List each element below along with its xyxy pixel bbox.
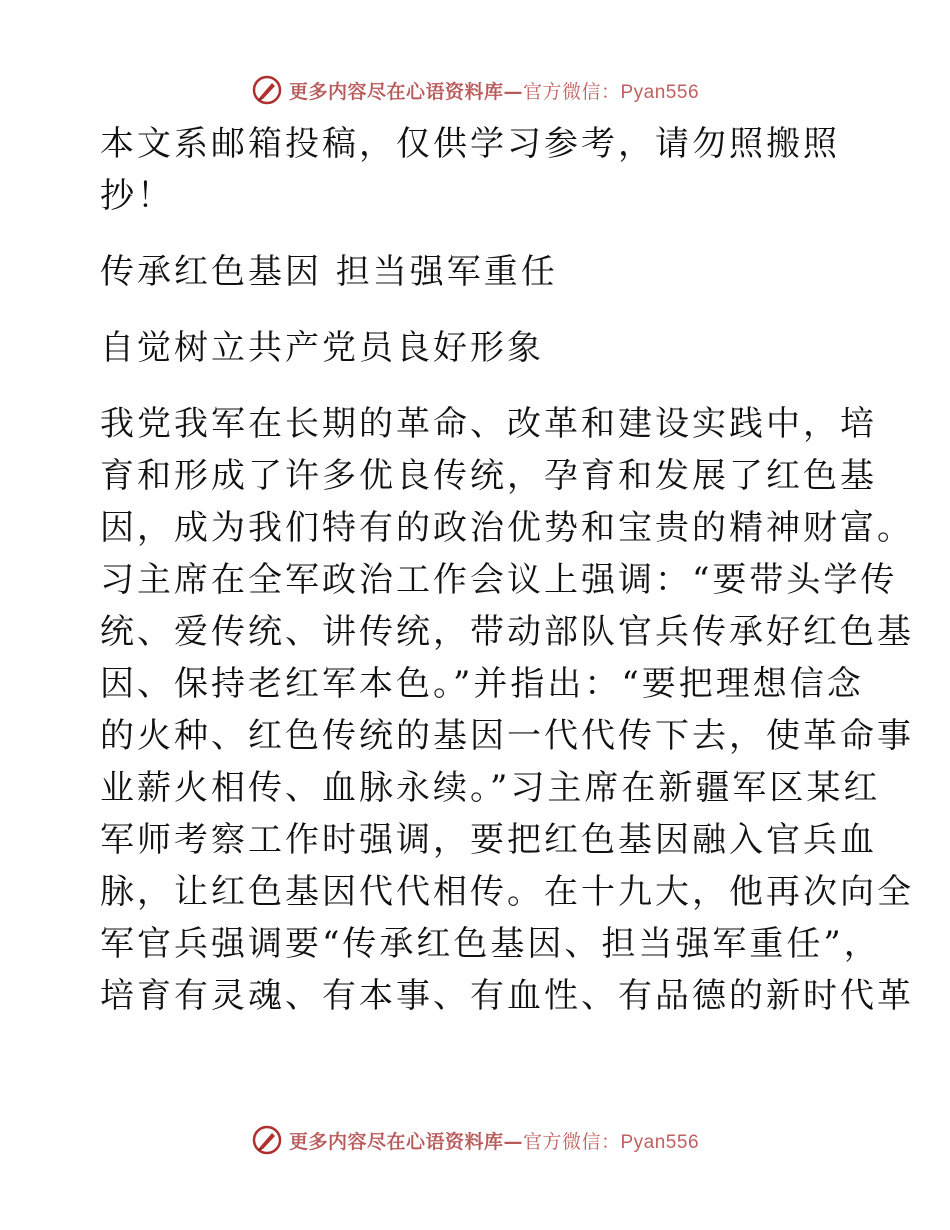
body-line: 业薪火相传、血脉永续。”习主席在新疆军区某红: [100, 768, 881, 808]
body-line: 我党我军在长期的革命、改革和建设实践中，培: [100, 404, 877, 444]
body-line: 因，成为我们特有的政治优势和宝贵的精神财富。: [100, 508, 914, 548]
body-line: 的火种、红色传统的基因一代代传下去，使革命事: [100, 716, 914, 756]
header-watermark: [0, 70, 950, 110]
watermark-text: 更多内容尽在心语资料库—官方微信：Pyan556: [288, 80, 700, 103]
notice-line: 抄！: [100, 176, 174, 216]
body-line: 统、爱传统、讲传统，带动部队官兵传承好红色基: [100, 612, 914, 652]
document-subtitle: 自觉树立共产党员良好形象: [100, 328, 544, 368]
footer-watermark: [0, 1120, 950, 1160]
body-line: 习主席在全军政治工作会议上强调：“要带头学传: [100, 560, 898, 600]
body-line: 军官兵强调要“传承红色基因、担当强军重任”，: [100, 924, 881, 964]
body-line: 军师考察工作时强调，要把红色基因融入官兵血: [100, 820, 877, 860]
watermark-wechat: 官方微信：Pyan556: [523, 81, 700, 103]
body-line: 脉，让红色基因代代相传。在十九大，他再次向全: [100, 872, 914, 912]
notice-line: 本文系邮箱投稿，仅供学习参考，请勿照搬照: [100, 124, 840, 164]
watermark-text: 更多内容尽在心语资料库—官方微信：Pyan556: [288, 1130, 700, 1153]
body-line: 育和形成了许多优良传统，孕育和发展了红色基: [100, 456, 877, 496]
pen-logo-icon: [251, 74, 283, 106]
pen-logo-icon: [251, 1124, 283, 1156]
watermark-wechat: 官方微信：Pyan556: [523, 1131, 700, 1153]
body-line: 培育有灵魂、有本事、有血性、有品德的新时代革: [100, 976, 914, 1016]
body-line: 因、保持老红军本色。”并指出：“要把理想信念: [100, 664, 864, 704]
document-title: 传承红色基因 担当强军重任: [100, 252, 558, 292]
document-body: [100, 118, 914, 1022]
